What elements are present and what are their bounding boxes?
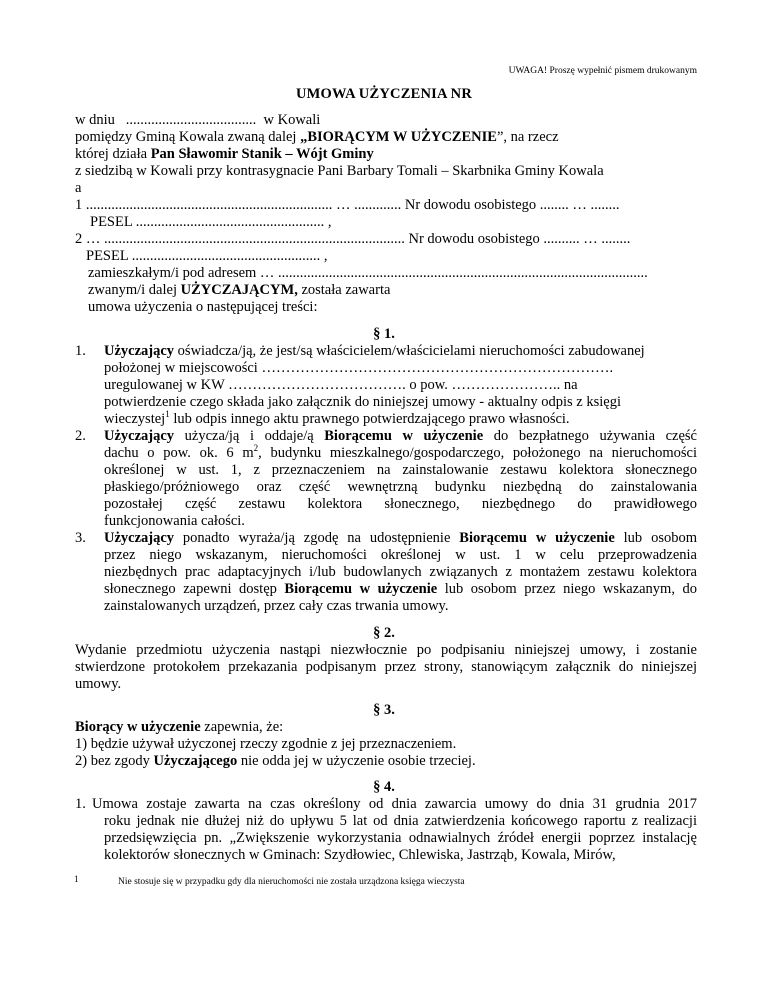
s1-item-2-text-2a: dachu o pow. ok. 6 m: [104, 445, 254, 461]
s1-item-3-line-5: zainstalowanych urządzeń, przez cały czas trwania umowy.: [104, 598, 449, 614]
footnote-text: Nie stosuje się w przypadku gdy dla nieruchomości nie została urządzona księga wieczysta: [118, 877, 465, 887]
s1-item-3-text-4b: lub osobom przez niego wskazanym, do: [437, 581, 697, 597]
lender-label: Użyczający: [104, 343, 175, 359]
between-line: [75, 129, 559, 146]
footnote-ref: 1: [165, 409, 170, 420]
s1-item-3-line-1: [104, 530, 697, 547]
party-2-pesel: PESEL .................................................... ,: [86, 248, 328, 264]
s1-item-2-number: 2.: [75, 428, 86, 444]
called-prefix: zwanym/i dalej: [88, 282, 181, 298]
s1-item-1-text-5b: lub odpis innego aktu prawnego potwierdzającego prawo własności.: [169, 411, 570, 427]
s3-intro: [75, 719, 283, 736]
s1-item-2-line-3: określonej w ust. 1, z przeznaczeniem na zainstalowanie zestawu kolektora słonecznego: [104, 462, 697, 478]
representative-prefix: której działa: [75, 146, 151, 162]
s2-line-3: umowy.: [75, 676, 122, 692]
representative-name: Pan Sławomir Stanik – Wójt Gminy: [150, 146, 374, 162]
s1-item-3-text-b: lub osobom: [614, 530, 697, 546]
s1-item-3-text-4a: słonecznego zapewni dostęp: [104, 581, 285, 597]
contents-line: umowa użyczenia o następującej treści:: [88, 299, 318, 315]
place-text: w Kowali: [263, 112, 321, 128]
address-line: zamieszkałym/i pod adresem … ......................................................................................................: [88, 265, 648, 281]
party-1-line: 1 .................................................................... … ............. Nr dowodu osobistego ........ … ........: [75, 197, 620, 213]
between-text: pomiędzy Gminą Kowala zwaną dalej: [75, 129, 301, 145]
representative-line: [75, 146, 374, 163]
borrower-term: „BIORĄCYM W UŻYCZENIE: [300, 129, 497, 145]
s1-item-2-text-a: użycza/ją i oddaje/ą: [174, 428, 325, 444]
s1-item-1-line-3: uregulowanej w KW ………………………………. o pow. ………………….. na: [104, 377, 578, 393]
party-1-pesel: PESEL .................................................... ,: [90, 214, 332, 230]
s1-item-3-number: 3.: [75, 530, 86, 546]
s1-item-1-text-5a: wieczystej: [104, 411, 166, 427]
s3-item-2: [75, 753, 476, 770]
section-4-heading: § 4.: [373, 779, 395, 795]
s4-line-1: Umowa zostaje zawarta na czas określony od dnia zawarcia umowy do dnia 31 grudnia 2017: [92, 796, 697, 812]
date-line: [75, 112, 320, 129]
s2-line-2: stwierdzone protokołem przekazania podpisanym przez strony, stanowiącym załącznik do niniejszej: [75, 659, 697, 675]
s1-item-3-line-4: [104, 581, 697, 598]
square-superscript: 2: [253, 443, 259, 454]
section-3-heading: § 3.: [373, 702, 395, 718]
s3-item-1: 1) będzie używał użyczonej rzeczy zgodnie z jej przeznaczeniem.: [75, 736, 457, 752]
s4-line-4: kolektorów słonecznych w Gminach: Szydłowiec, Chlewiska, Jastrząb, Kowala, Mirów,: [104, 847, 616, 863]
s4-line-3: przedsięwzięcia pn. „Zwiększenie wykorzystania odnawialnych źródeł energii poprzez instalację: [104, 830, 697, 846]
borrower-label: Biorącemu w użyczenie: [459, 530, 615, 546]
s3-item-2-text-b: nie odda jej w użyczenie osobie trzeciej.: [237, 753, 476, 769]
s1-item-2-line-2: [104, 445, 697, 462]
lender-label: Użyczającego: [153, 753, 238, 769]
s4-item-1-number: 1.: [75, 796, 86, 812]
s1-item-1-text: oświadcza/ją, że jest/są właścicielem/właścicielami nieruchomości zabudowanej: [174, 343, 645, 359]
lender-term: UŻYCZAJĄCYM,: [180, 282, 298, 298]
s1-item-2-line-4: płaskiego/próżniowego oraz część wewnętrzną budynku niezbędną do zainstalowania: [104, 479, 697, 495]
section-1-heading: § 1.: [373, 326, 395, 342]
s1-item-2-text-2b: , budynku mieszkalnego/gospodarczego, położonego na nieruchomości: [258, 445, 698, 461]
s1-item-2-line-1: [104, 428, 697, 445]
s1-item-3-line-2: przez niego wskazanym, nieruchomości określonej w ust. 1 w celu przeprowadzenia: [104, 547, 697, 563]
seat-line: z siedzibą w Kowali przy kontrasygnacie Pani Barbary Tomali – Skarbnika Gminy Kowala: [75, 163, 604, 179]
between-text-end: ”, na rzecz: [496, 129, 559, 145]
borrower-label: Biorącemu w użyczenie: [284, 581, 438, 597]
s1-item-3-line-3: niezbędnych prac adaptacyjnych i/lub budowlanych związanych z montażem zestawu kolektora: [104, 564, 697, 580]
borrower-label: Biorący w użyczenie: [75, 719, 201, 735]
s1-item-3-text-a: ponadto wyraża/ją zgodę na udostępnienie: [174, 530, 460, 546]
party-2-line: 2 … ................................................................................... Nr dowodu osobistego .......... … ........: [75, 231, 631, 247]
footnote-number: 1: [74, 874, 79, 884]
s1-item-1-line-4: potwierdzenie czego składa jako załącznik do niniejszej umowy - aktualny odpis z księgi: [104, 394, 621, 410]
date-field: ....................................: [125, 112, 257, 128]
lender-label: Użyczający: [104, 530, 175, 546]
s3-intro-text: zapewnia, że:: [200, 719, 284, 735]
s1-item-2-line-6: funkcjonowania całości.: [104, 513, 245, 529]
called-line: [88, 282, 390, 299]
s3-item-2-text-a: 2) bez zgody: [75, 753, 154, 769]
section-2-heading: § 2.: [373, 625, 395, 641]
lender-label: Użyczający: [104, 428, 175, 444]
s1-item-2-line-5: pozostałej część zestawu kolektora słonecznego, niezbędnego do prawidłowego: [104, 496, 697, 512]
s1-item-1-number: 1.: [75, 343, 86, 359]
s1-item-1-line-2: położonej w miejscowości ……………………………………………………………….: [104, 360, 614, 376]
called-suffix: została zawarta: [297, 282, 391, 298]
date-prefix: w dniu: [75, 112, 115, 128]
fill-notice: UWAGA! Proszę wypełnić pismem drukowanym: [508, 66, 697, 76]
document-title: UMOWA UŻYCZENIA NR: [295, 86, 472, 102]
borrower-label: Biorącemu w użyczenie: [324, 428, 484, 444]
s1-item-1-line-5: [104, 411, 570, 428]
s4-line-2: roku jednak nie dłużej niż do upływu 5 lat od dnia zatwierdzenia końcowego raportu z realizacji: [104, 813, 697, 829]
s2-line-1: Wydanie przedmiotu użyczenia nastąpi niezwłocznie po podpisaniu niniejszej umowy, i zostanie: [75, 642, 697, 658]
and-line: a: [75, 180, 82, 196]
s1-item-1-line-1: [104, 343, 645, 360]
s1-item-2-text-b: do bezpłatnego używania część: [483, 428, 697, 444]
